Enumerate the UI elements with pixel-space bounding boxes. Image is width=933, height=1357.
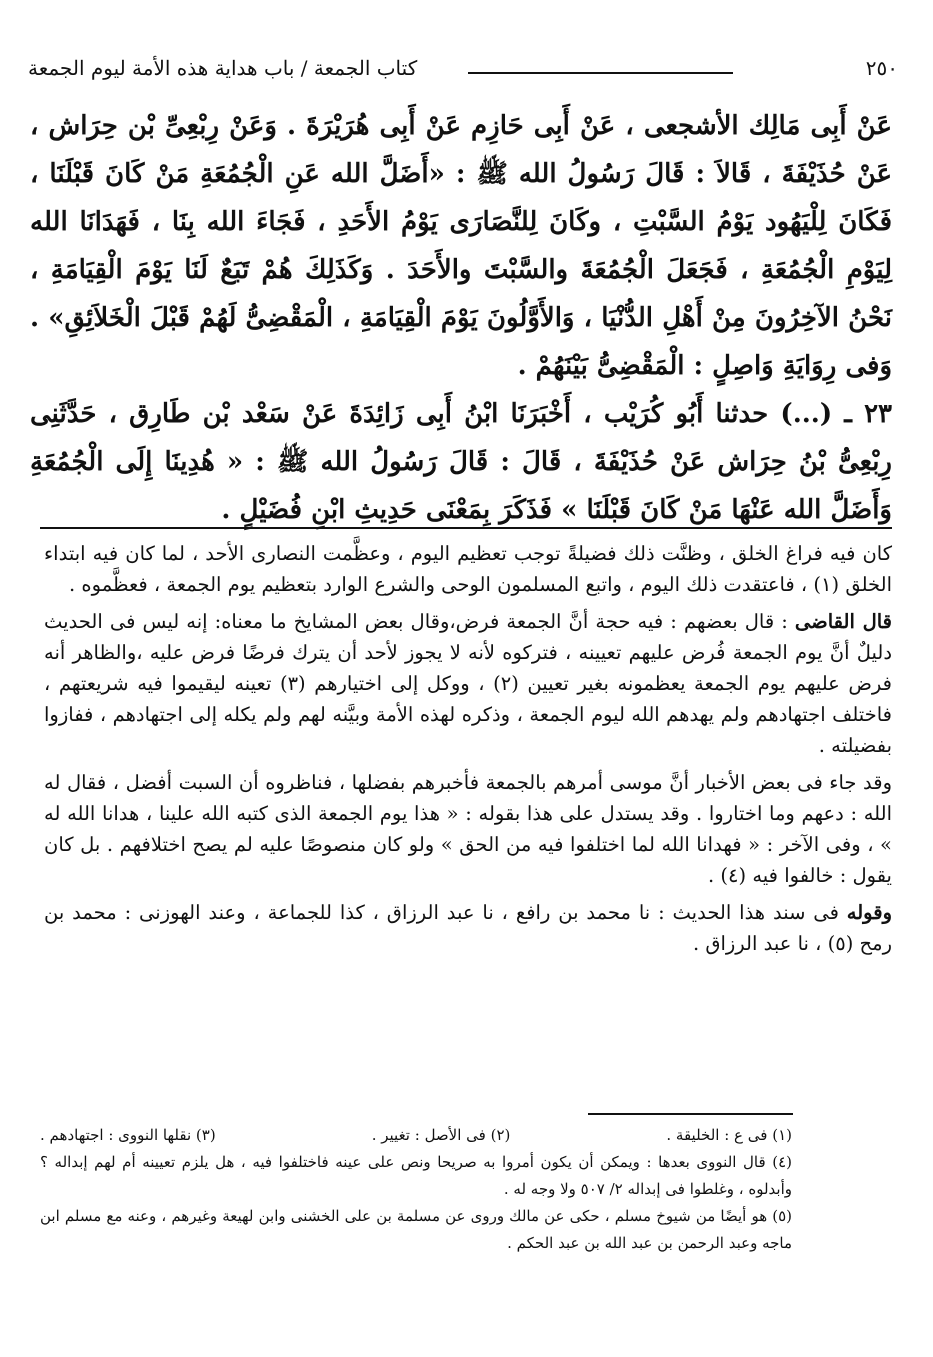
commentary: [44, 538, 892, 965]
running-header: [28, 56, 898, 90]
footnote-2: (٢) فى الأصل : تغيير .: [371, 1126, 511, 1144]
hadith-number: ٢٣ ـ (...): [780, 399, 892, 429]
footnote-divider: [588, 1113, 793, 1115]
header-rule: [468, 72, 733, 74]
commentary-paragraph-4-text: فى سند هذا الحديث : نا محمد بن رافع ، نا عبد الرزاق ، كذا للجماعة ، وعند الهوزنى : محمد بن رمح (٥) ، نا عبد الرزاق .: [44, 901, 892, 955]
page-number: ٢٥٠: [865, 56, 898, 80]
commentary-lead-qawluhu: وقوله: [846, 901, 892, 924]
commentary-paragraph-2: [44, 606, 892, 761]
footnote-3: (٣) نقلها النووى : اجتهادهم .: [40, 1126, 216, 1144]
commentary-paragraph-4: [44, 897, 892, 959]
running-title: كتاب الجمعة / باب هداية هذه الأمة ليوم الجمعة: [28, 56, 418, 80]
hadith-text: [30, 102, 892, 534]
hadith-paragraph-2: [30, 390, 892, 534]
footnote-row-1: [40, 1122, 792, 1149]
hadith-paragraph-2-text: حدثنا أَبُو كُرَيْب ، أَخْبَرَنَا ابْنُ أَبِى زَائِدَةَ عَنْ سَعْد بْن طَارِق ، حَدَّثَنِى رِبْعِىُّ بْنُ حِرَاش عَنْ حُذَيْفَةَ ، قَالَ : قَالَ رَسُولُ الله ﷺ : « هُدِينَا إِلَى الْجُمُعَةِ وَأَضَلَّ الله عَنْهَا مَنْ كَانَ قَبْلَنَا » فَذَكَرَ بِمَعْنَى حَدِيثِ ابْنِ فُضَيْلٍ .: [30, 399, 892, 525]
commentary-paragraph-1: كان فيه فراغ الخلق ، وظنَّت ذلك فضيلةً توجب تعظيم اليوم ، وعظَّمت النصارى الأحد ، لما كان فيه ابتداء الخلق (١) ، فاعتقدت ذلك اليوم ، واتبع المسلمون الوحى والشرع الوارد بتعظيم يوم الجمعة ، فعظَّموه .: [44, 542, 892, 596]
commentary-paragraph-3: وقد جاء فى بعض الأخبار أنَّ موسى أمرهم بالجمعة فأخبرهم بفضلها ، فناظروه أن السبت أفضل ، فقال له الله : دعهم وما اختاروا . وقد يستدل على هذا بقوله : « هذا يوم الجمعة الذى كتبه الله علينا ، هدانا الله له » ، وفى الآخر : « فهدانا الله لما اختلفوا فيه من الحق » ولو كان منصوصًا عليه لم يصح اختلافهم . بل كان يقول : خالفوا فيه (٤) .: [44, 771, 892, 887]
footnotes: [40, 1122, 792, 1257]
commentary-lead-qadi: قال القاضى: [794, 610, 892, 633]
main-text-divider: [40, 527, 892, 529]
commentary-paragraph-2-text: : قال بعضهم : فيه حجة أنَّ الجمعة فرض،وقال بعض المشايخ ما معناه: إنه ليس فى الحديث دليلٌ أنَّ يوم الجمعة فُرض عليهم تعيينه ، فتركوه لأنه لا يجوز لأحد أن يترك فرضًا فرض عليه ،والظاهر أنه فرض عليهم يوم الجمعة يعظمونه بغير تعيين (٢) ، ووكل إلى اختيارهم (٣) تعينه ليقيموا فيه شريعتهم ، فاختلف اجتهادهم ولم يهدهم الله ليوم الجمعة ، وذكره لهذه الأمة وبيَّنه لهم ولم يكله إلى اجتهادهم ، ففازوا بفضيلته .: [44, 610, 893, 757]
footnote-4: (٤) قال النووى بعدها : ويمكن أن يكون أمروا به صريحا ونص على عينه فاختلفوا فيه ، هل يلزم تعيينه أم لهم إبداله ؟ وأبدلوه ، وغلطوا فى إبداله ٢/ ٥٠٧ ولا وجه له .: [40, 1153, 792, 1198]
footnote-5: (٥) هو أيضًا من شيوخ مسلم ، حكى عن مالك وروى عن مسلمة بن على الخشنى وابن لهيعة وغيرهم ، وعنه مع مسلم ابن ماجه وعبد الرحمن بن عبد الله بن عبد الحكم .: [40, 1207, 792, 1252]
hadith-paragraph-1: عَنْ أَبِى مَالِك الأشجعى ، عَنْ أَبِى حَازِم عَنْ أَبِى هُرَيْرَةَ . وَعَنْ رِبْعِىِّ بْن حِرَاش ، عَنْ حُذَيْفَةَ ، قَالاَ : قَالَ رَسُولُ الله ﷺ : «أَضَلَّ الله عَنِ الْجُمُعَةِ مَنْ كَانَ قَبْلَنَا ، فَكَانَ لِلْيَهُود يَوْمُ السَّبْتِ ، وكَانَ لِلنَّصَارَى يَوْمُ الأَحَدِ ، فَجَاءَ الله بِنَا ، فَهَدَانَا الله لِيَوْمِ الْجُمُعَةِ ، فَجَعَلَ الْجُمُعَةَ والسَّبْتَ والأَحَدَ . وَكَذَلِكَ هُمْ تَبَعٌ لَنَا يَوْمَ الْقِيَامَةِ ، نَحْنُ الآخِرُونَ مِنْ أَهْلِ الدُّنْيَا ، وَالأَوَّلُونَ يَوْمَ الْقِيَامَةِ ، الْمَقْضِىُّ لَهُمْ قَبْلَ الْخَلاَئِقِ» . وَفى رِوَايَةِ وَاصِلٍ : الْمَقْضِىُّ بَيْنَهُمْ .: [30, 111, 893, 381]
footnote-1: (١) فى ع : الخليقة .: [666, 1126, 792, 1144]
